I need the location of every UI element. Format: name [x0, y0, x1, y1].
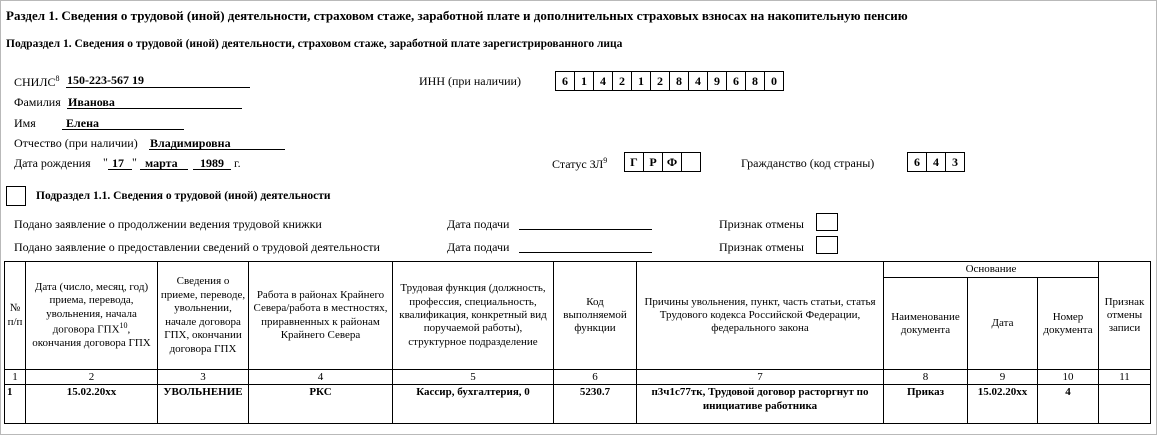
- info-date-field[interactable]: [519, 252, 652, 253]
- header-event: Сведения о приеме, переводе, увольнении, начале договора ГПХ, окончании договора ГПХ: [158, 262, 249, 370]
- column-number: 10: [1038, 370, 1099, 385]
- inn-cell[interactable]: 1: [631, 71, 651, 91]
- header-basis: Основание: [884, 262, 1099, 278]
- header-code: Код выполняемой функции: [554, 262, 637, 370]
- quote-close: ": [132, 155, 137, 169]
- name-label: Имя: [14, 116, 36, 130]
- snils-label: СНИЛС$^8$: [14, 74, 60, 89]
- birth-month[interactable]: марта: [145, 156, 178, 170]
- cell-date[interactable]: 15.02.20хх: [26, 385, 158, 424]
- birth-year-underline: [193, 169, 231, 170]
- cell-function[interactable]: Кассир, бухгалтерия, 0: [393, 385, 554, 424]
- status-cells[interactable]: [625, 152, 701, 172]
- inn-cells[interactable]: [556, 71, 784, 91]
- cell-doc-number[interactable]: 4: [1038, 385, 1099, 424]
- cell-code[interactable]: 5230.7: [554, 385, 637, 424]
- snils-underline: [66, 87, 250, 88]
- surname-value[interactable]: Иванова: [68, 95, 115, 109]
- column-number: 4: [249, 370, 393, 385]
- info-cancel-label: Признак отмены: [719, 240, 804, 254]
- status-label: Статус $ЗЛ^9$: [552, 156, 608, 171]
- info-cancel-checkbox[interactable]: [816, 236, 838, 254]
- subsection11-checkbox[interactable]: [6, 186, 26, 206]
- status-cell[interactable]: Р: [643, 152, 663, 172]
- inn-cell[interactable]: 8: [669, 71, 689, 91]
- inn-cell[interactable]: 9: [707, 71, 727, 91]
- column-numbers-row: [5, 370, 1151, 385]
- column-number: 7: [637, 370, 884, 385]
- year-suffix: г.: [234, 156, 241, 170]
- inn-label: ИНН (при наличии): [419, 74, 521, 88]
- inn-cell[interactable]: 0: [764, 71, 784, 91]
- status-cell[interactable]: [681, 152, 701, 172]
- subsection11-title: Подраздел 1.1. Сведения о трудовой (иной) деятельности: [36, 190, 331, 202]
- header-function: Трудовая функция (должность, профессия, специальность, квалификация, конкретный вид поручаемой работы), структурное подразделение: [393, 262, 554, 370]
- name-underline: [62, 129, 184, 130]
- workbook-request-label: Подано заявление о продолжении ведения трудовой книжки: [14, 217, 322, 231]
- column-number: 1: [5, 370, 26, 385]
- table-row[interactable]: [5, 385, 1151, 424]
- header-north: Работа в районах Крайнего Севера/работа в местностях, приравненных к районам Крайнего Севера: [249, 262, 393, 370]
- status-cell[interactable]: Ф: [662, 152, 682, 172]
- citizenship-label: Гражданство (код страны): [741, 156, 875, 170]
- name-value[interactable]: Елена: [66, 116, 99, 130]
- info-date-label: Дата подачи: [447, 240, 510, 254]
- subsection-title: Подраздел 1. Сведения о трудовой (иной) деятельности, страховом стаже, заработной плате зарегистрированного лица: [6, 38, 623, 50]
- column-number: 11: [1099, 370, 1151, 385]
- cell-cancel[interactable]: [1099, 385, 1151, 424]
- column-number: 3: [158, 370, 249, 385]
- column-number: 2: [26, 370, 158, 385]
- birth-label: Дата рождения: [14, 156, 91, 170]
- header-date: Дата (число, месяц, год) приема, перевода, увольнения, начала договора ГПХ$^{10}$, окончания договора ГПХ: [26, 262, 158, 370]
- status-cell[interactable]: Г: [624, 152, 644, 172]
- cell-doc-name[interactable]: Приказ: [884, 385, 968, 424]
- inn-cell[interactable]: 2: [650, 71, 670, 91]
- cell-doc-date[interactable]: 15.02.20хх: [968, 385, 1038, 424]
- inn-cell[interactable]: 6: [555, 71, 575, 91]
- header-reason: Причины увольнения, пункт, часть статьи, статья Трудового кодекса Российской Федерации, федерального закона: [637, 262, 884, 370]
- inn-cell[interactable]: 8: [745, 71, 765, 91]
- work-history-table: [4, 261, 1151, 424]
- section-title: Раздел 1. Сведения о трудовой (иной) деятельности, страховом стаже, заработной плате и дополнительных страховых взносах на накопительную пенсию: [6, 8, 908, 23]
- cell-reason[interactable]: п3ч1с77тк, Трудовой договор расторгнут по инициативе работника: [637, 385, 884, 424]
- workbook-date-label: Дата подачи: [447, 217, 510, 231]
- header-doc-name: Наименование документа: [884, 278, 968, 370]
- column-number: 6: [554, 370, 637, 385]
- surname-label: Фамилия: [14, 95, 61, 109]
- inn-cell[interactable]: 4: [688, 71, 708, 91]
- inn-cell[interactable]: 1: [574, 71, 594, 91]
- snils-value[interactable]: 150-223-567 19: [67, 73, 144, 87]
- birth-year[interactable]: 1989: [200, 156, 224, 170]
- header-doc-date: Дата: [968, 278, 1038, 370]
- birth-day[interactable]: 17: [112, 156, 124, 170]
- citizenship-cells[interactable]: [908, 152, 965, 172]
- patronymic-underline: [149, 149, 285, 150]
- patronymic-value[interactable]: Владимировна: [150, 136, 231, 150]
- column-number: 9: [968, 370, 1038, 385]
- inn-cell[interactable]: 2: [612, 71, 632, 91]
- header-doc-number: Номер документа: [1038, 278, 1099, 370]
- cell-event[interactable]: УВОЛЬНЕНИЕ: [158, 385, 249, 424]
- quote-open: ": [103, 155, 108, 169]
- inn-cell[interactable]: 6: [726, 71, 746, 91]
- workbook-cancel-checkbox[interactable]: [816, 213, 838, 231]
- workbook-cancel-label: Признак отмены: [719, 217, 804, 231]
- header-number: № п/п: [5, 262, 26, 370]
- info-request-label: Подано заявление о предоставлении сведений о трудовой деятельности: [14, 240, 380, 254]
- cell-number[interactable]: 1: [5, 385, 26, 424]
- patronymic-label: Отчество (при наличии): [14, 136, 138, 150]
- workbook-date-field[interactable]: [519, 229, 652, 230]
- column-number: 8: [884, 370, 968, 385]
- surname-underline: [67, 108, 242, 109]
- column-number: 5: [393, 370, 554, 385]
- citizenship-cell[interactable]: 3: [945, 152, 965, 172]
- cell-north[interactable]: РКС: [249, 385, 393, 424]
- header-cancel: Признак отмены записи: [1099, 262, 1151, 370]
- citizenship-cell[interactable]: 6: [907, 152, 927, 172]
- birth-month-underline: [140, 169, 188, 170]
- citizenship-cell[interactable]: 4: [926, 152, 946, 172]
- inn-cell[interactable]: 4: [593, 71, 613, 91]
- birth-day-underline: [108, 169, 132, 170]
